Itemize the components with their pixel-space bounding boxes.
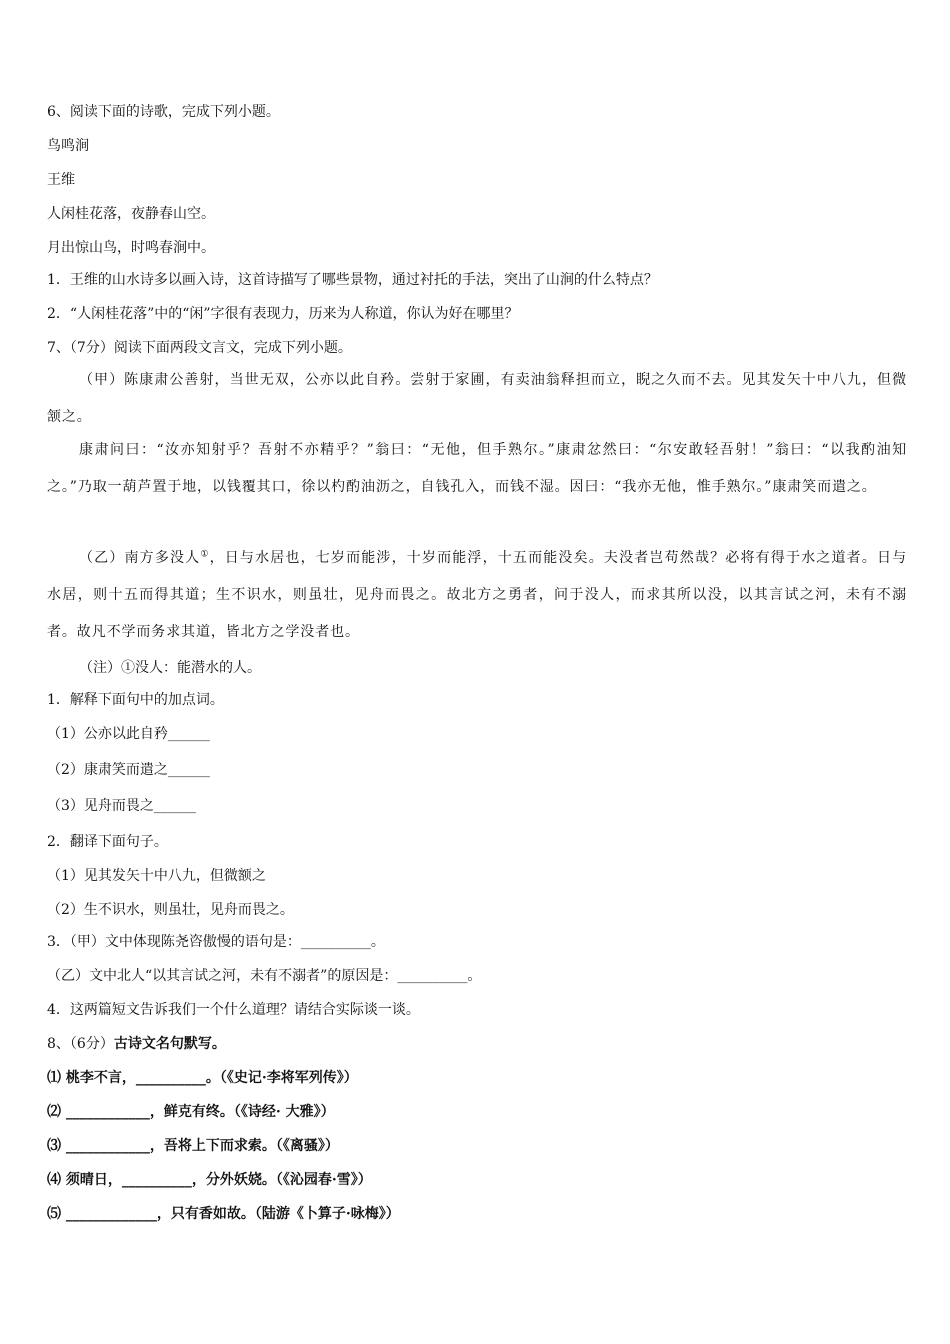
q7-title: 7、（7分）阅读下面两段文言文，完成下列小题。 — [47, 340, 352, 356]
q7-sub3-a: 3．（甲）文中体现陈尧咨傲慢的语句是：__________。 — [47, 934, 385, 950]
poem-line-1: 人闲桂花落，夜静春山空。 — [47, 206, 215, 222]
poem-author: 王维 — [47, 172, 75, 188]
q7-sub1-item-1: （1）公亦以此自矜______ — [47, 726, 210, 742]
q6-title: 6、阅读下面的诗歌，完成下列小题。 — [47, 104, 280, 120]
q8-item-4: ⑷ 须晴日，__________，分外妖娆。（《沁园春·雪》） — [47, 1172, 372, 1188]
passage-a-paragraph-1: （甲）陈康肃公善射，当世无双，公亦以此自矜。尝射于家圃，有卖油翁释担而立，睨之久而不去。见其发矢十中八九，但微颔之。 — [47, 372, 907, 425]
q8-title — [47, 1034, 226, 1054]
q7-sub4: 4．这两篇短文告诉我们一个什么道理？请结合实际谈一谈。 — [47, 1002, 420, 1018]
q7-sub2: 2．翻译下面句子。 — [47, 834, 168, 850]
q7-sub1-item-3: （3）见舟而畏之______ — [47, 798, 196, 814]
q8-title-prefix: 8、（6分） — [47, 1036, 114, 1052]
q7-sub1-item-2: （2）康肃笑而遣之______ — [47, 762, 210, 778]
q7-sub1: 1．解释下面句中的加点词。 — [47, 692, 224, 708]
q8-item-5: ⑸ _____________，只有香如故。（陆游《卜算子·咏梅》） — [47, 1206, 400, 1222]
poem-line-2: 月出惊山鸟，时鸣春涧中。 — [47, 240, 215, 256]
passage-a-paragraph-2: 康肃问曰：“汝亦知射乎？吾射不亦精乎？”翁曰：“无他，但手熟尔。”康肃忿然曰：“尔安敢轻吾射！”翁曰：“以我酌油知之。”乃取一葫芦置于地，以钱覆其口，徐以杓酌油沥之，自钱孔入，而钱不湿。因曰：“我亦无他，惟手熟尔。”康肃笑而遣之。 — [47, 442, 907, 495]
q6-sub1: 1．王维的山水诗多以画入诗，这首诗描写了哪些景物，通过衬托的手法，突出了山涧的什么特点？ — [47, 272, 658, 288]
q7-sub3-b: （乙）文中北人“以其言试之河，未有不溺者”的原因是：__________。 — [47, 968, 482, 984]
q8-item-3: ⑶ ____________，吾将上下而求索。（《离骚》） — [47, 1138, 339, 1154]
poem-title: 鸟鸣涧 — [47, 138, 89, 154]
footnote: （注）①没人：能潜水的人。 — [79, 660, 261, 676]
q8-title-bold: 古诗文名句默写。 — [113, 1036, 226, 1052]
q6-sub2: 2．“人闲桂花落”中的“闲”字很有表现力，历来为人称道，你认为好在哪里？ — [47, 306, 519, 322]
q7-sub2-item-2: （2）生不识水，则虽壮，见舟而畏之。 — [47, 902, 294, 918]
q8-item-1: ⑴ 桃李不言，__________。（《史记·李将军列传》） — [47, 1070, 358, 1086]
q7-sub2-item-1: （1）见其发矢十中八九，但微额之 — [47, 868, 266, 884]
passage-b-rest: ，日与水居也，七岁而能涉，十岁而能浮，十五而能没矣。夫没者岂苟然哉？必将有得于水之道者。日与水居，则十五而得其道；生不识水，则虽壮，见舟而畏之。故北方之勇者，问于没人，而求其所以没，以其言试之河，未有不溺者。故凡不学而务求其道，皆北方之学没者也。 — [47, 550, 908, 640]
passage-b-paragraph — [47, 540, 907, 651]
passage-b-start: （乙）南方多没人 — [79, 550, 201, 566]
footnote-marker: ① — [200, 549, 210, 560]
q8-item-2: ⑵ ____________，鲜克有终。（《诗经· 大雅》） — [47, 1104, 335, 1120]
